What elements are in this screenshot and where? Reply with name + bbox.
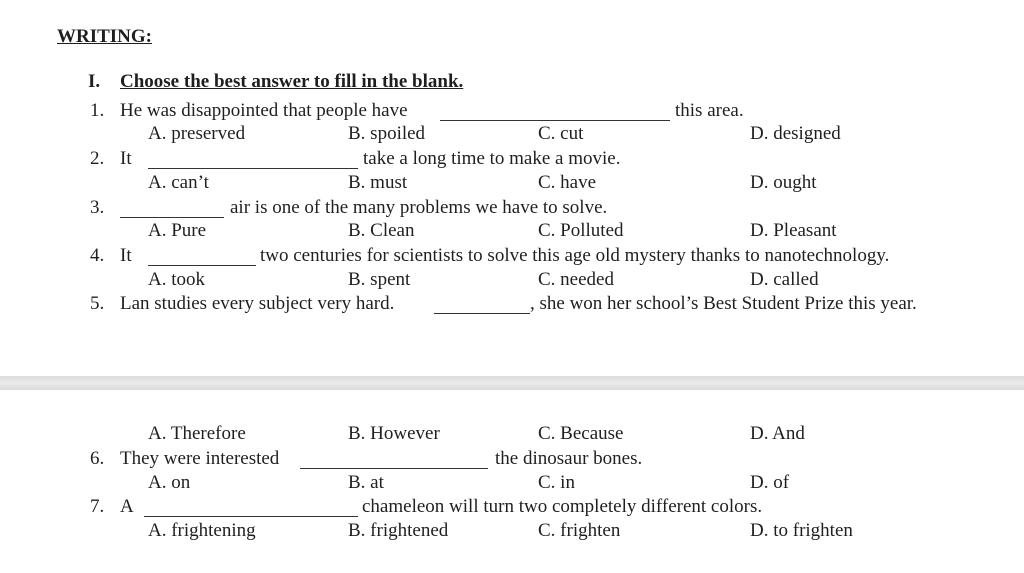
- option-b: B. frightened: [348, 520, 449, 541]
- option-d: D. And: [750, 423, 805, 444]
- question-number: 5.: [90, 293, 105, 314]
- section-number: I.: [88, 71, 101, 92]
- question-text: It: [120, 148, 132, 169]
- option-c: C. Polluted: [538, 220, 624, 241]
- question-text: take a long time to make a movie.: [363, 148, 621, 169]
- option-d: D. of: [750, 472, 790, 493]
- option-b: B. must: [348, 172, 408, 193]
- option-a: A. took: [148, 269, 205, 290]
- option-d: D. called: [750, 269, 819, 290]
- answer-blank: [144, 516, 358, 517]
- question-text: two centuries for scientists to solve this age old mystery thanks to nanotechnology.: [260, 245, 890, 266]
- answer-blank: [148, 265, 256, 266]
- question-number: 4.: [90, 245, 105, 266]
- question-number: 1.: [90, 100, 105, 121]
- question-text: air is one of the many problems we have to solve.: [230, 197, 608, 218]
- answer-blank: [120, 217, 224, 218]
- answer-blank: [434, 313, 530, 314]
- question-text: the dinosaur bones.: [495, 448, 643, 469]
- question-text: this area.: [675, 100, 744, 121]
- question-text: He was disappointed that people have: [120, 100, 408, 121]
- option-d: D. designed: [750, 123, 841, 144]
- option-b: B. at: [348, 472, 384, 493]
- option-c: C. frighten: [538, 520, 621, 541]
- option-b: B. spent: [348, 269, 411, 290]
- option-c: C. have: [538, 172, 597, 193]
- option-c: C. in: [538, 472, 575, 493]
- option-a: A. on: [148, 472, 191, 493]
- answer-blank: [300, 468, 488, 469]
- question-text: chameleon will turn two completely different colors.: [362, 496, 763, 517]
- option-d: D. Pleasant: [750, 220, 837, 241]
- option-c: C. needed: [538, 269, 614, 290]
- question-text: Lan studies every subject very hard.: [120, 293, 395, 314]
- option-b: B. spoiled: [348, 123, 426, 144]
- option-c: C. cut: [538, 123, 584, 144]
- option-a: A. frightening: [148, 520, 256, 541]
- option-b: B. Clean: [348, 220, 415, 241]
- question-number: 6.: [90, 448, 105, 469]
- question-text: A: [120, 496, 134, 517]
- section-title: Choose the best answer to fill in the blank.: [120, 71, 464, 92]
- option-a: A. Therefore: [148, 423, 246, 444]
- page-divider: [0, 376, 1024, 390]
- answer-blank: [440, 120, 670, 121]
- question-number: 7.: [90, 496, 105, 517]
- question-text: It: [120, 245, 132, 266]
- question-number: 3.: [90, 197, 105, 218]
- option-d: D. ought: [750, 172, 817, 193]
- question-number: 2.: [90, 148, 105, 169]
- option-a: A. preserved: [148, 123, 246, 144]
- answer-blank: [148, 168, 358, 169]
- question-text: They were interested: [120, 448, 280, 469]
- heading: WRITING:: [57, 26, 153, 47]
- question-text: , she won her school’s Best Student Prize this year.: [530, 293, 917, 314]
- option-d: D. to frighten: [750, 520, 853, 541]
- option-a: A. Pure: [148, 220, 207, 241]
- option-c: C. Because: [538, 423, 624, 444]
- option-a: A. can’t: [148, 172, 209, 193]
- option-b: B. However: [348, 423, 440, 444]
